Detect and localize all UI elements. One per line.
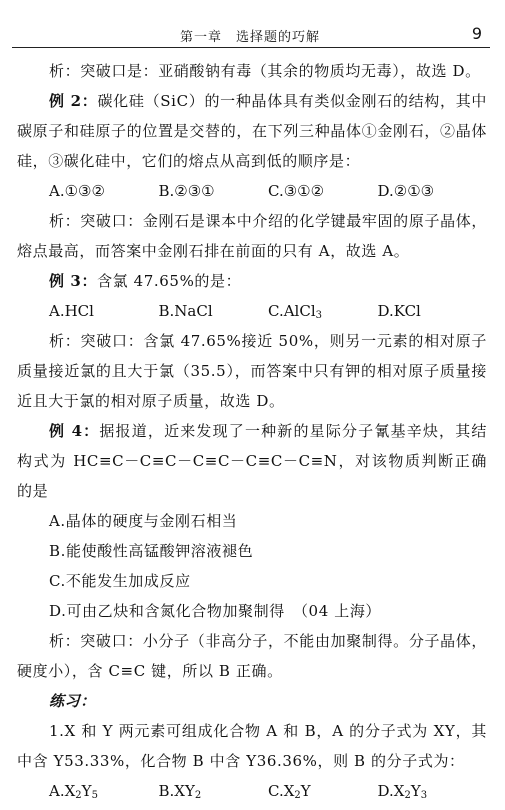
option-a: A.HCl xyxy=(49,302,94,320)
question-1-options xyxy=(17,776,487,806)
option-a-sub-1: 2 xyxy=(75,790,82,801)
option-a-main: A.X xyxy=(49,782,76,800)
option-c xyxy=(268,776,378,806)
page-number: 9 xyxy=(471,24,482,43)
question-1: 1.X 和 Y 两元素可组成化合物 A 和 B，A 的分子式为 XY，其中含 Y53.33%，化合物 B 中含 Y36.36%，则 B 的分子式为： xyxy=(17,722,487,770)
option-d-main: D.X xyxy=(377,782,405,800)
option-c: C.③①② xyxy=(268,182,325,200)
example-3-analysis: 析：突破口：含氯 47.65%接近 50%，则另一元素的相对原子质量接近氯的且大于氯（35.5），而答案中只有钾的相对原子质量接近且大于氯的相对原子质量，故选 D。 xyxy=(17,332,487,410)
option-b: B.②③① xyxy=(158,182,215,200)
header-rule xyxy=(12,47,490,48)
option-d: D.②①③ xyxy=(377,182,435,200)
example-4-text: 据报道，近来发现了一种新的星际分子氰基辛炔，其结构式为 HC≡C－C≡C－C≡C－C≡C－C≡N，对该物质判断正确的是 xyxy=(17,422,488,500)
option-a xyxy=(49,776,159,806)
example-4-analysis: 析：突破口：小分子（非高分子，不能由加聚制得。分子晶体，硬度小），含 C≡C 键，所以 B 正确。 xyxy=(17,632,487,680)
page-body xyxy=(17,56,487,806)
example-2-text: 碳化硅（SiC）的一种晶体具有类似金刚石的结构，其中碳原子和硅原子的位置是交替的，在下列三种晶体①金刚石，②晶体硅，③碳化硅中，它们的熔点从高到低的顺序是： xyxy=(17,92,488,170)
option-b-main: B.XY xyxy=(158,782,195,800)
example-2-options xyxy=(17,176,487,206)
option-d-sub-2: 3 xyxy=(420,790,428,801)
example-4-option-c: C.不能发生加成反应 xyxy=(49,572,191,590)
option-c xyxy=(268,296,378,326)
chapter-title: 第一章 选择题的巧解 xyxy=(179,30,320,45)
example-4-option-b: B.能使酸性高锰酸钾溶液褪色 xyxy=(49,542,254,560)
option-d: D.KCl xyxy=(377,302,421,320)
example-3 xyxy=(17,266,487,296)
option-c-main: C.AlCl xyxy=(268,302,316,320)
example-3-options xyxy=(17,296,487,326)
page-header xyxy=(10,24,490,44)
example-2-analysis: 析：突破口：金刚石是课本中介绍的化学键最牢固的原子晶体，熔点最高，而答案中金刚石排在前面的只有 A，故选 A。 xyxy=(17,212,487,260)
example-3-label: 例 3： xyxy=(49,272,98,290)
practice-heading xyxy=(17,686,487,716)
practice-label: 练习： xyxy=(49,692,96,710)
option-a: A.①③② xyxy=(49,182,105,200)
example-3-text: 含氯 47.65%的是： xyxy=(97,272,242,290)
option-a-sub-2: 5 xyxy=(91,790,98,801)
example-2 xyxy=(17,86,487,176)
option-b-sub-1: 2 xyxy=(194,790,202,801)
analysis-1: 析：突破口是：亚硝酸钠有毒（其余的物质均无毒），故选 D。 xyxy=(49,62,481,80)
option-b: B.NaCl xyxy=(158,302,213,320)
example-4-option-d: D.可由乙炔和含氮化合物加聚制得 （04 上海） xyxy=(49,602,382,620)
option-c-sub-1: 2 xyxy=(294,790,301,801)
option-d xyxy=(378,776,488,806)
option-a-mid: Y xyxy=(81,782,92,800)
example-2-label: 例 2： xyxy=(49,92,98,110)
option-d-mid: Y xyxy=(410,782,421,800)
option-c-main: C.X xyxy=(268,782,295,800)
option-d-sub-1: 2 xyxy=(404,790,411,801)
option-c-mid: Y xyxy=(300,782,311,800)
example-4-label: 例 4： xyxy=(49,422,100,440)
option-b xyxy=(159,776,269,806)
example-4 xyxy=(17,416,487,506)
option-c-subscript: 3 xyxy=(315,310,322,321)
example-4-option-a: A.晶体的硬度与金刚石相当 xyxy=(49,512,238,530)
